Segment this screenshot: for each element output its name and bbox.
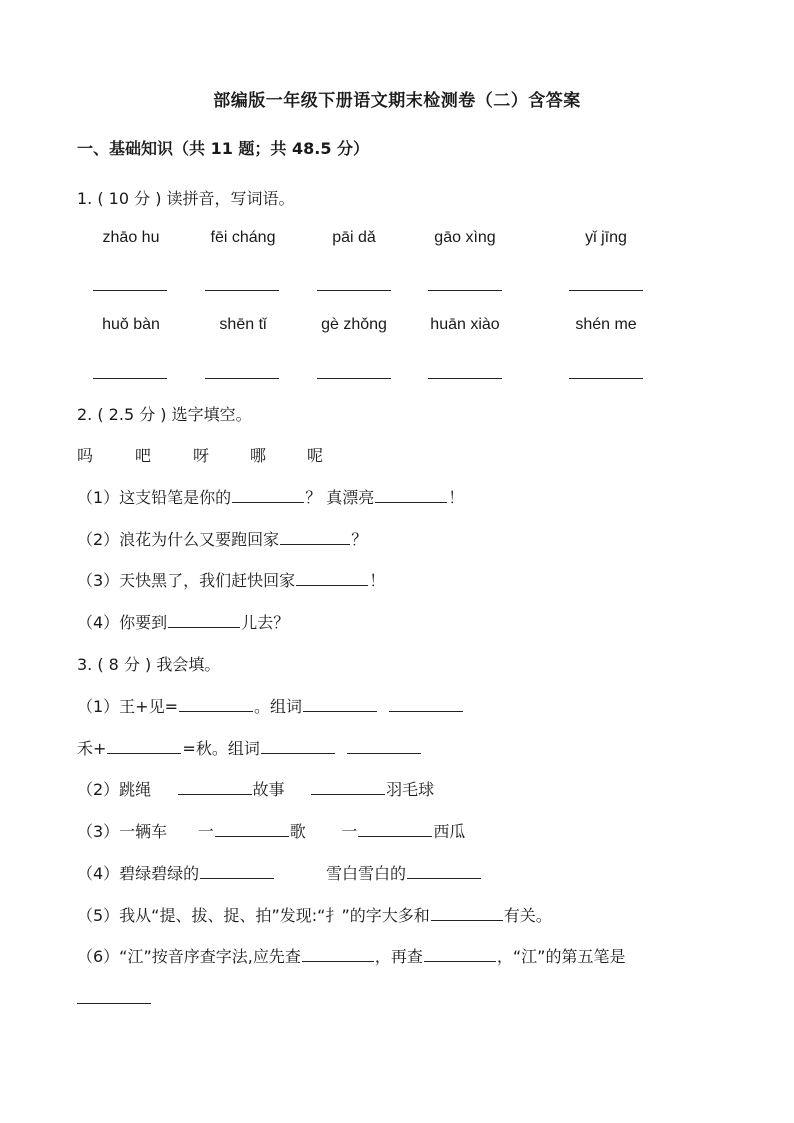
sentence-text: 故事 — [252, 780, 285, 799]
sentence-text: 有关。 — [503, 906, 552, 925]
sentence-text: （2）跳绳 — [77, 780, 152, 799]
answer-blank[interactable] — [93, 289, 167, 291]
q3-line-5 — [77, 861, 482, 884]
pinyin-1-2: fēi cháng — [210, 229, 276, 246]
choice-char: 吧 — [135, 446, 152, 465]
answer-blank[interactable] — [317, 377, 391, 379]
sentence-text: 一 — [341, 822, 358, 841]
section-heading: 一、基础知识（共 11 题；共 48.5 分） — [77, 139, 370, 158]
sentence-text: =秋。组词 — [182, 739, 260, 758]
answer-blank[interactable] — [280, 530, 350, 545]
answer-blank[interactable] — [389, 697, 463, 712]
page-title: 部编版一年级下册语文期末检测卷（二）含答案 — [213, 91, 581, 111]
answer-blank[interactable] — [317, 289, 391, 291]
pinyin-1-1: zhāo hu — [102, 229, 160, 246]
sentence-text: 。组词 — [254, 697, 303, 716]
q3-line-1 — [77, 694, 464, 717]
sentence-text: （4）碧绿碧绿的 — [77, 864, 200, 883]
q2-sentence-3 — [77, 568, 385, 591]
q2-sentence-2 — [77, 527, 367, 550]
q3-line-7 — [77, 944, 625, 967]
pinyin-2-2: shēn tǐ — [219, 316, 267, 333]
sentence-text: 西瓜 — [433, 822, 466, 841]
answer-blank[interactable] — [431, 906, 503, 921]
sentence-text: 禾+ — [77, 739, 107, 758]
answer-blank[interactable] — [200, 864, 274, 879]
sentence-text: （4）你要到 — [77, 613, 168, 632]
answer-blank[interactable] — [407, 864, 481, 879]
answer-blank[interactable] — [93, 377, 167, 379]
answer-blank[interactable] — [358, 822, 432, 837]
pinyin-1-5: yǐ jīng — [585, 229, 627, 246]
answer-blank[interactable] — [347, 739, 421, 754]
sentence-text: （3）天快黑了，我们赶快回家 — [77, 571, 296, 590]
q3-line-3 — [77, 777, 434, 800]
pinyin-2-1: huǒ bàn — [102, 316, 160, 333]
pinyin-1-3: pāi dǎ — [332, 229, 376, 246]
pinyin-2-3: gè zhǒng — [321, 316, 387, 333]
answer-blank[interactable] — [205, 377, 279, 379]
sentence-text: ？ — [351, 530, 368, 549]
sentence-text: 雪白雪白的 — [326, 864, 407, 883]
answer-blank[interactable] — [296, 571, 368, 586]
answer-blank[interactable] — [179, 697, 253, 712]
sentence-text: 羽毛球 — [386, 780, 435, 799]
sentence-text: （1）王+见= — [77, 697, 178, 716]
sentence-text: （1）这支铅笔是你的 — [77, 488, 232, 507]
answer-blank[interactable] — [375, 488, 447, 503]
answer-blank[interactable] — [178, 780, 252, 795]
choice-char: 哪 — [250, 446, 267, 465]
sentence-text: ！ — [448, 488, 465, 507]
choice-char: 呢 — [307, 446, 324, 465]
answer-blank[interactable] — [424, 947, 496, 962]
answer-blank[interactable] — [428, 289, 502, 291]
q2-sentence-1 — [77, 485, 464, 508]
answer-blank[interactable] — [215, 822, 289, 837]
answer-blank[interactable] — [205, 289, 279, 291]
q3-line-4 — [77, 819, 465, 842]
sentence-text: ！ — [369, 571, 386, 590]
sentence-text: 歌 — [289, 822, 306, 841]
q1-header: 1. ( 10 分 ) 读拼音，写词语。 — [77, 189, 295, 208]
sentence-text: （6）“江”按音序查字法,应先查 — [77, 947, 301, 966]
q3-header: 3. ( 8 分 ) 我会填。 — [77, 655, 221, 674]
answer-blank[interactable] — [168, 613, 240, 628]
sentence-text: ，再查 — [374, 947, 423, 966]
pinyin-2-5: shén me — [575, 316, 637, 333]
sentence-text: （2）浪花为什么又要跑回家 — [77, 530, 280, 549]
answer-blank[interactable] — [569, 289, 643, 291]
answer-blank[interactable] — [261, 739, 335, 754]
q3-line-6 — [77, 903, 552, 926]
sentence-text: 儿去？ — [241, 613, 290, 632]
answer-blank[interactable] — [303, 697, 377, 712]
answer-blank[interactable] — [311, 780, 385, 795]
pinyin-2-4: huān xiào — [430, 316, 500, 333]
sentence-text: （3）一辆车 — [77, 822, 168, 841]
q2-header: 2. ( 2.5 分 ) 选字填空。 — [77, 405, 252, 424]
pinyin-1-4: gāo xìng — [434, 229, 496, 246]
q3-line-2 — [77, 736, 422, 759]
q2-sentence-4 — [77, 610, 289, 633]
answer-blank[interactable] — [302, 947, 374, 962]
sentence-text: 一 — [197, 822, 214, 841]
sentence-text: ？ 真漂亮 — [305, 488, 375, 507]
answer-blank[interactable] — [107, 739, 181, 754]
sentence-text: （5）我从“提、拔、捉、拍”发现:“扌”的字大多和 — [77, 906, 430, 925]
choice-char: 吗 — [77, 446, 94, 465]
answer-blank[interactable] — [232, 488, 304, 503]
answer-blank[interactable] — [77, 1002, 151, 1004]
sentence-text: ，“江”的第五笔是 — [496, 947, 626, 966]
answer-blank[interactable] — [569, 377, 643, 379]
answer-blank[interactable] — [428, 377, 502, 379]
choice-char: 呀 — [193, 446, 210, 465]
